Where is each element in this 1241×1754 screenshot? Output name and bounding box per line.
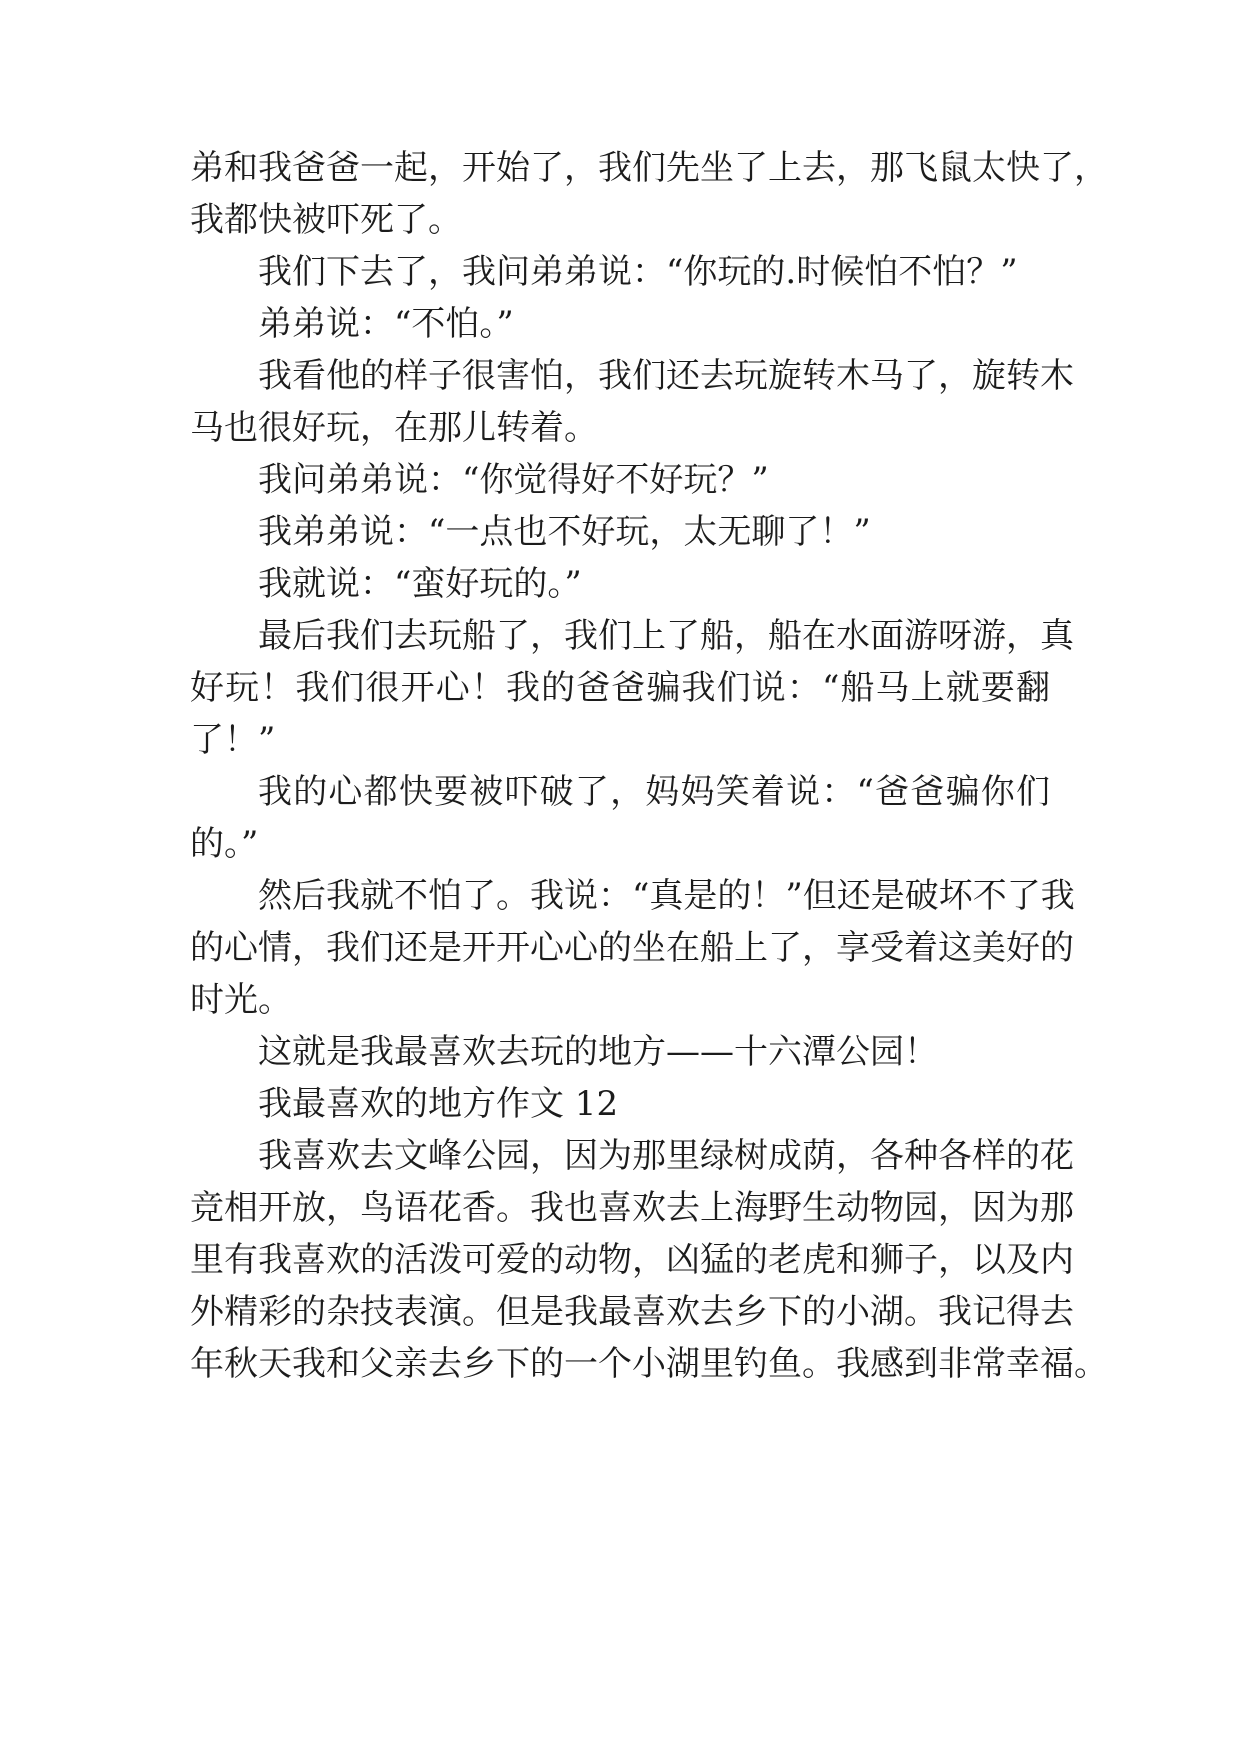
text-line: 时光。 [190, 980, 292, 1020]
text-line: 弟和我爸爸一起，开始了，我们先坐了上去，那飞鼠太快了， [190, 148, 1108, 188]
text-line: 我看他的样子很害怕，我们还去玩旋转木马了，旋转木 [258, 356, 1074, 396]
text-line: 的心情，我们还是开开心心的坐在船上了，享受着这美好的 [190, 928, 1074, 968]
text-line: 我弟弟说：“一点也不好玩，太无聊了！” [258, 512, 871, 552]
text-line: 然后我就不怕了。我说：“真是的！”但还是破坏不了我 [258, 876, 1075, 916]
text-line: 马也很好玩，在那儿转着。 [190, 408, 598, 448]
text-line: 我喜欢去文峰公园，因为那里绿树成荫，各种各样的花 [258, 1136, 1074, 1176]
text-line: 好玩！我们很开心！我的爸爸骗我们说：“船马上就要翻 [190, 668, 1050, 708]
text-line: 竞相开放，鸟语花香。我也喜欢去上海野生动物园，因为那 [190, 1188, 1074, 1228]
text-line: 我就说：“蛮好玩的。” [258, 564, 582, 604]
text-line: 我问弟弟说：“你觉得好不好玩？” [258, 460, 769, 500]
text-line: 的。” [190, 824, 259, 864]
text-line: 我们下去了，我问弟弟说：“你玩的.时候怕不怕？” [258, 252, 1018, 292]
text-line: 外精彩的杂技表演。但是我最喜欢去乡下的小湖。我记得去 [190, 1292, 1074, 1332]
text-line: 这就是我最喜欢去玩的地方——十六潭公园！ [258, 1032, 938, 1072]
text-line: 年秋天我和父亲去乡下的一个小湖里钓鱼。我感到非常幸福。 [190, 1344, 1108, 1384]
text-line: 我的心都快要被吓破了，妈妈笑着说：“爸爸骗你们 [258, 772, 1050, 812]
text-line: 弟弟说：“不怕。” [258, 304, 514, 344]
text-line: 最后我们去玩船了，我们上了船，船在水面游呀游，真 [258, 616, 1074, 656]
section-heading: 我最喜欢的地方作文 12 [258, 1084, 619, 1124]
text-line: 里有我喜欢的活泼可爱的动物，凶猛的老虎和狮子，以及内 [190, 1240, 1074, 1280]
text-line: 我都快被吓死了。 [190, 200, 462, 240]
text-line: 了！” [190, 720, 276, 760]
